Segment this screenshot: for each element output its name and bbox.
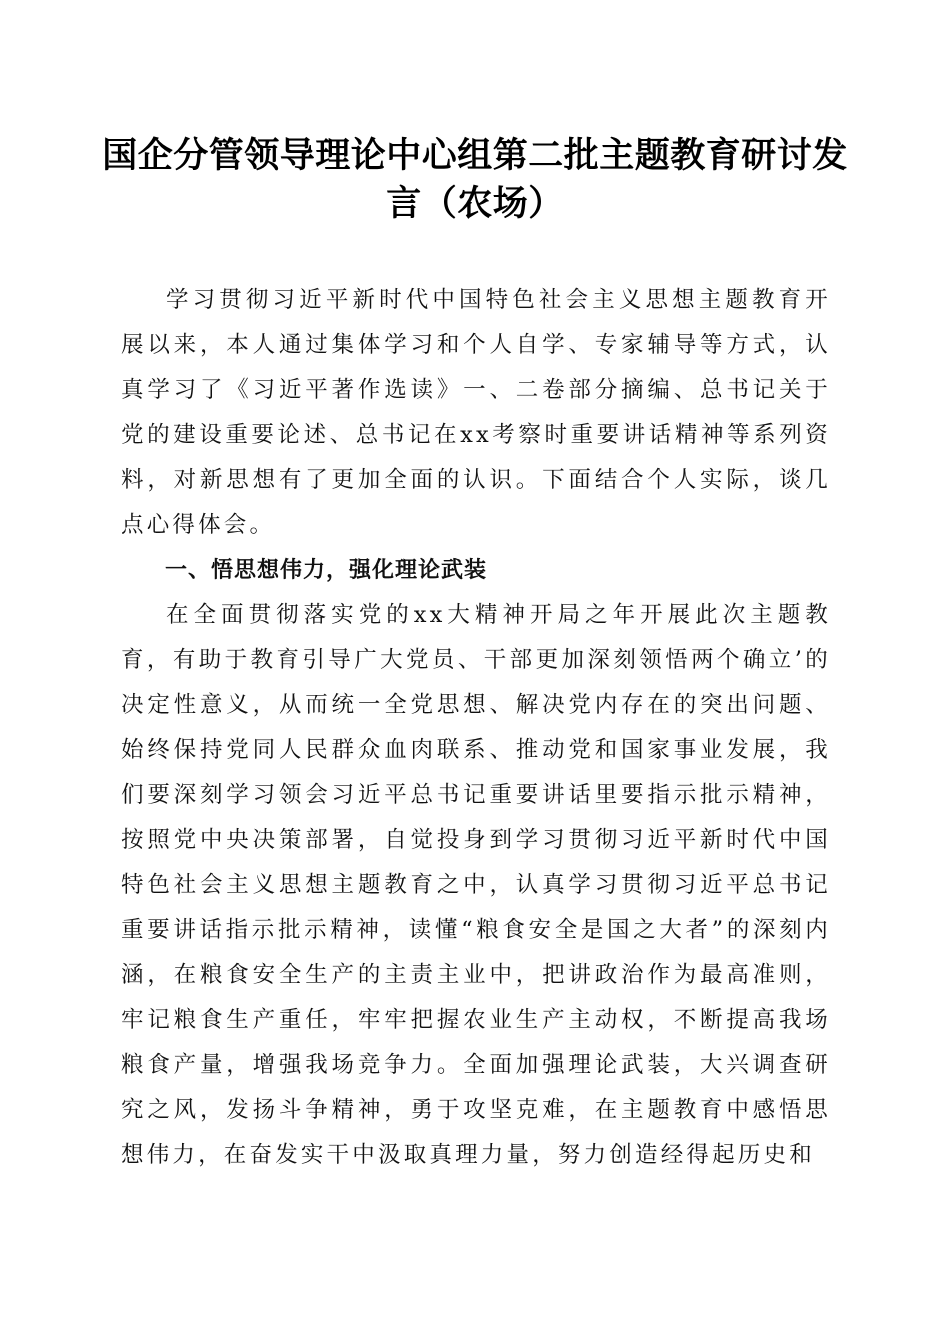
document-body — [121, 278, 831, 1178]
paragraph-section-1: 在全面贯彻落实党的xx大精神开局之年开展此次主题教育，有助于教育引导广大党员、干部更加深刻领悟两个确立’的决定性意义，从而统一全党思想、解决党内存在的突出问题、始终保持党同人民群众血肉联系、推动党和国家事业发展，我们要深刻学习领会习近平总书记重要讲话里要指示批示精神，按照党中央决策部署，自觉投身到学习贯彻习近平新时代中国特色社会主义思想主题教育之中，认真学习贯彻习近平总书记重要讲话指示批示精神，读懂“粮食安全是国之大者”的深刻内涵，在粮食安全生产的主责主业中，把讲政治作为最高准则，牢记粮食生产重任，牢牢把握农业生产主动权，不断提高我场粮食产量，增强我场竞争力。全面加强理论武装，大兴调查研究之风，发扬斗争精神，勇于攻坚克难，在主题教育中感悟思想伟力，在奋发实干中汲取真理力量，努力创造经得起历史和 — [121, 602, 831, 1168]
section-heading-1: 一、悟思想伟力，强化理论武装 — [165, 558, 488, 583]
paragraph-intro: 学习贯彻习近平新时代中国特色社会主义思想主题教育开展以来，本人通过集体学习和个人自学、专家辅导等方式，认真学习了《习近平著作选读》一、二卷部分摘编、总书记关于党的建设重要论述、总书记在xx考察时重要讲话精神等系列资料，对新思想有了更加全面的认识。下面结合个人实际，谈几点心得体会。 — [121, 287, 831, 538]
document-title: 国企分管领导理论中心组第二批主题教育研讨发言（农场） — [102, 135, 848, 224]
